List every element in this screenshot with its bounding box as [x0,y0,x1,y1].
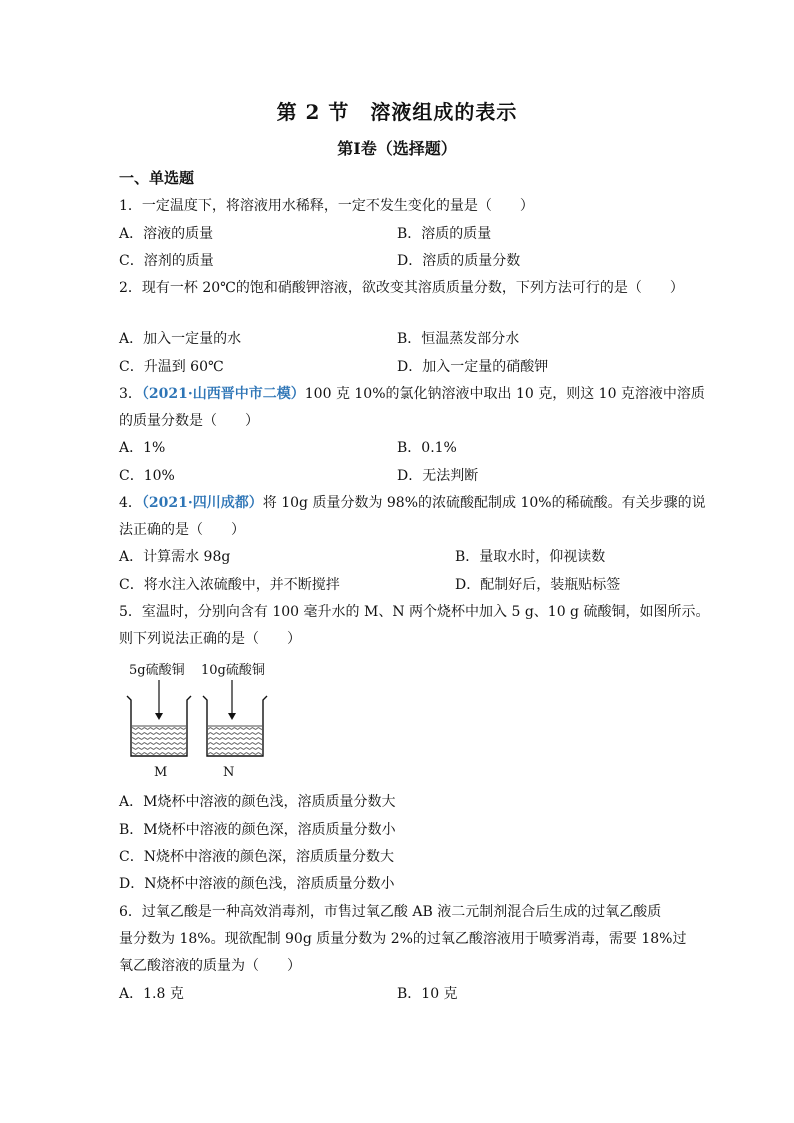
question-3-stem [119,384,705,404]
question-4-option-d: D．配制好后，装瓶贴标签 [455,577,621,593]
question-1-option-d: D．溶质的质量分数 [397,253,521,269]
question-source: （2021·四川成都） [141,495,263,511]
question-5-stem: 5．室温时，分别向含有 100 毫升水的 M、N 两个烧杯中加入 5 g、10 g 硫酸铜，如图所示。 [119,604,710,620]
question-4-stem-line-2: 法正确的是（ ） [119,522,245,538]
beaker-n-label: 10g硫酸铜 [201,663,265,678]
question-source: （2021·山西晋中市二模） [141,386,305,402]
question-1-stem: 1．一定温度下，将溶液用水稀释，一定不发生变化的量是（ ） [119,198,534,214]
question-2-option-d: D．加入一定量的硝酸钾 [397,359,549,375]
question-5-option-b: B．M烧杯中溶液的颜色深，溶质质量分数小 [119,822,396,838]
beaker-m-name: M [154,765,168,780]
question-2-option-a: A．加入一定量的水 [119,331,242,347]
question-6-stem-line-2: 量分数为 18%。现欲配制 90g 质量分数为 2%的过氧乙酸溶液用于喷雾消毒，需要 18%过 [119,931,687,947]
question-3-option-a: A．1% [119,440,166,456]
question-6-option-a: A．1.8 克 [119,986,184,1002]
beaker-n [203,680,267,756]
question-3-option-c: C．10% [119,468,175,484]
question-6-option-b: B．10 克 [397,986,458,1002]
question-5-stem-line-2: 则下列说法正确的是（ ） [119,631,301,647]
beaker-m-label: 5g硫酸铜 [129,663,185,678]
question-1-option-b: B．溶质的质量 [397,226,492,242]
question-3-option-b: B．0.1% [397,440,457,456]
section-heading: 一、单选题 [119,169,195,187]
question-number: 4． [119,495,142,511]
question-2-stem: 2．现有一杯 20℃的饱和硝酸钾溶液，欲改变其溶质质量分数，下列方法可行的是（ ） [119,280,684,296]
question-2-option-c: C．升温到 60℃ [119,359,224,375]
beaker-n-name: N [223,765,235,780]
question-1-option-a: A．溶液的质量 [119,226,214,242]
question-6-stem-line-3: 氧乙酸溶液的质量为（ ） [119,958,301,974]
question-1-option-c: C．溶剂的质量 [119,253,214,269]
beaker-m [127,680,191,756]
beaker-figure [119,656,289,784]
question-5-option-a: A．M烧杯中溶液的颜色浅，溶质质量分数大 [119,794,396,810]
question-3-option-d: D．无法判断 [397,468,479,484]
question-number: 3． [119,386,142,402]
question-4-option-c: C．将水注入浓硫酸中，并不断搅拌 [119,577,340,593]
question-6-stem: 6．过氧乙酸是一种高效消毒剂，市售过氧乙酸 AB 液二元制剂混合后生成的过氧乙酸质 [119,904,662,920]
question-text: 100 克 10%的氯化钠溶液中取出 10 克，则这 10 克溶液中溶质 [304,386,705,402]
question-text: 将 10g 质量分数为 98%的浓硫酸配制成 10%的稀硫酸。有关步骤的说 [262,495,706,511]
question-5-option-c: C．N烧杯中溶液的颜色深，溶质质量分数大 [119,849,394,865]
page-title: 第 2 节 溶液组成的表示 [276,100,518,124]
question-3-stem-line-2: 的质量分数是（ ） [119,413,259,429]
question-4-option-b: B．量取水时，仰视读数 [455,549,606,565]
question-5-option-d: D．N烧杯中溶液的颜色浅，溶质质量分数小 [119,876,395,892]
question-4-stem [119,493,706,513]
question-2-option-b: B．恒温蒸发部分水 [397,331,520,347]
question-4-option-a: A．计算需水 98g [119,549,231,565]
page-subtitle: 第I卷（选择题） [337,139,457,158]
